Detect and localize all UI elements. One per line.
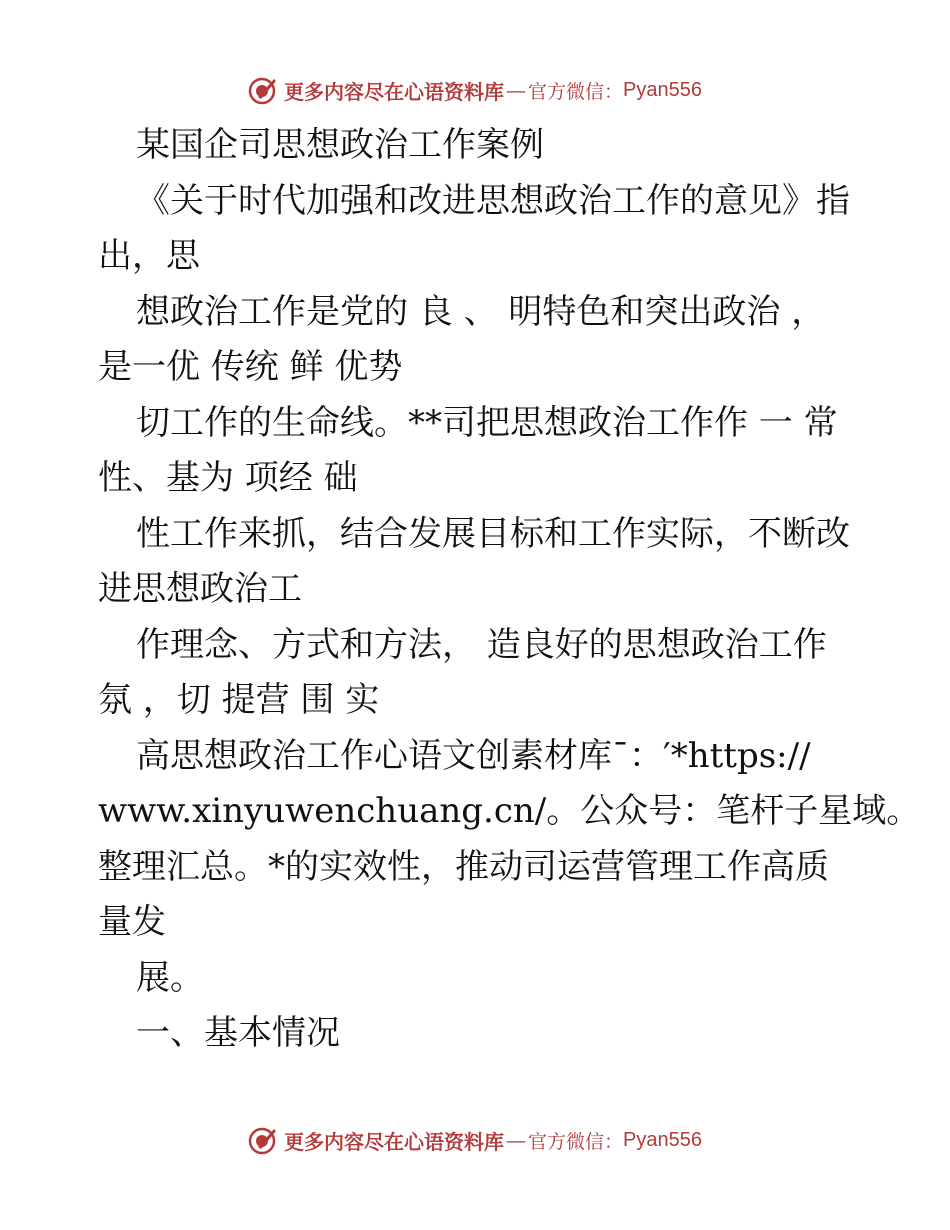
banner-wechat-label: 官方微信： — [528, 80, 624, 103]
text-line: 《关于时代加强和改进思想政治工作的意见》指 — [136, 180, 850, 221]
banner-main-text: 更多内容尽在心语资料库 — [284, 79, 504, 104]
text-line: 氛 ，切 提营 围 实 — [98, 680, 380, 720]
text-line: 性、基为 项经 础 — [98, 458, 358, 498]
text-line: 量发 — [98, 902, 166, 942]
text-line: 高思想政治工作心语文创素材库¯：′*https:// — [136, 735, 811, 776]
footer-watermark — [0, 1120, 950, 1160]
text-line: 进思想政治工 — [98, 569, 302, 609]
header-watermark — [0, 70, 950, 110]
quill-logo-icon — [248, 75, 278, 105]
text-line: 作理念、方式和方法， 造良好的思想政治工作 — [136, 624, 827, 665]
text-line: 性工作来抓，结合发展目标和工作实际，不断改 — [136, 513, 850, 554]
text-line: 切工作的生命线。**司把思想政治工作作 一 常 — [136, 402, 838, 443]
banner-separator: — — [506, 1128, 526, 1152]
document-body — [98, 118, 921, 1062]
text-line: 一、基本情况 — [136, 1013, 340, 1053]
text-line: 是一优 传统 鲜 优势 — [98, 347, 403, 387]
banner-wechat-id: Pyan556 — [623, 1128, 702, 1151]
text-line: www.xinyuwenchuang.cn/。公众号：笔杆子星域。 — [98, 791, 921, 831]
text-line: 整理汇总。*的实效性，推动司运营管理工作高质 — [98, 846, 829, 887]
banner-separator: — — [506, 78, 526, 102]
text-line: 某国企司思想政治工作案例 — [136, 125, 544, 165]
quill-logo-icon — [248, 1125, 278, 1155]
text-line: 想政治工作是党的 良 、 明特色和突出政治 ， — [136, 291, 826, 332]
banner-main-text: 更多内容尽在心语资料库 — [284, 1129, 504, 1154]
text-line: 展。 — [136, 957, 204, 998]
text-line: 出，思 — [98, 236, 200, 276]
banner-wechat-id: Pyan556 — [623, 78, 702, 101]
banner-wechat-label: 官方微信： — [528, 1130, 624, 1153]
